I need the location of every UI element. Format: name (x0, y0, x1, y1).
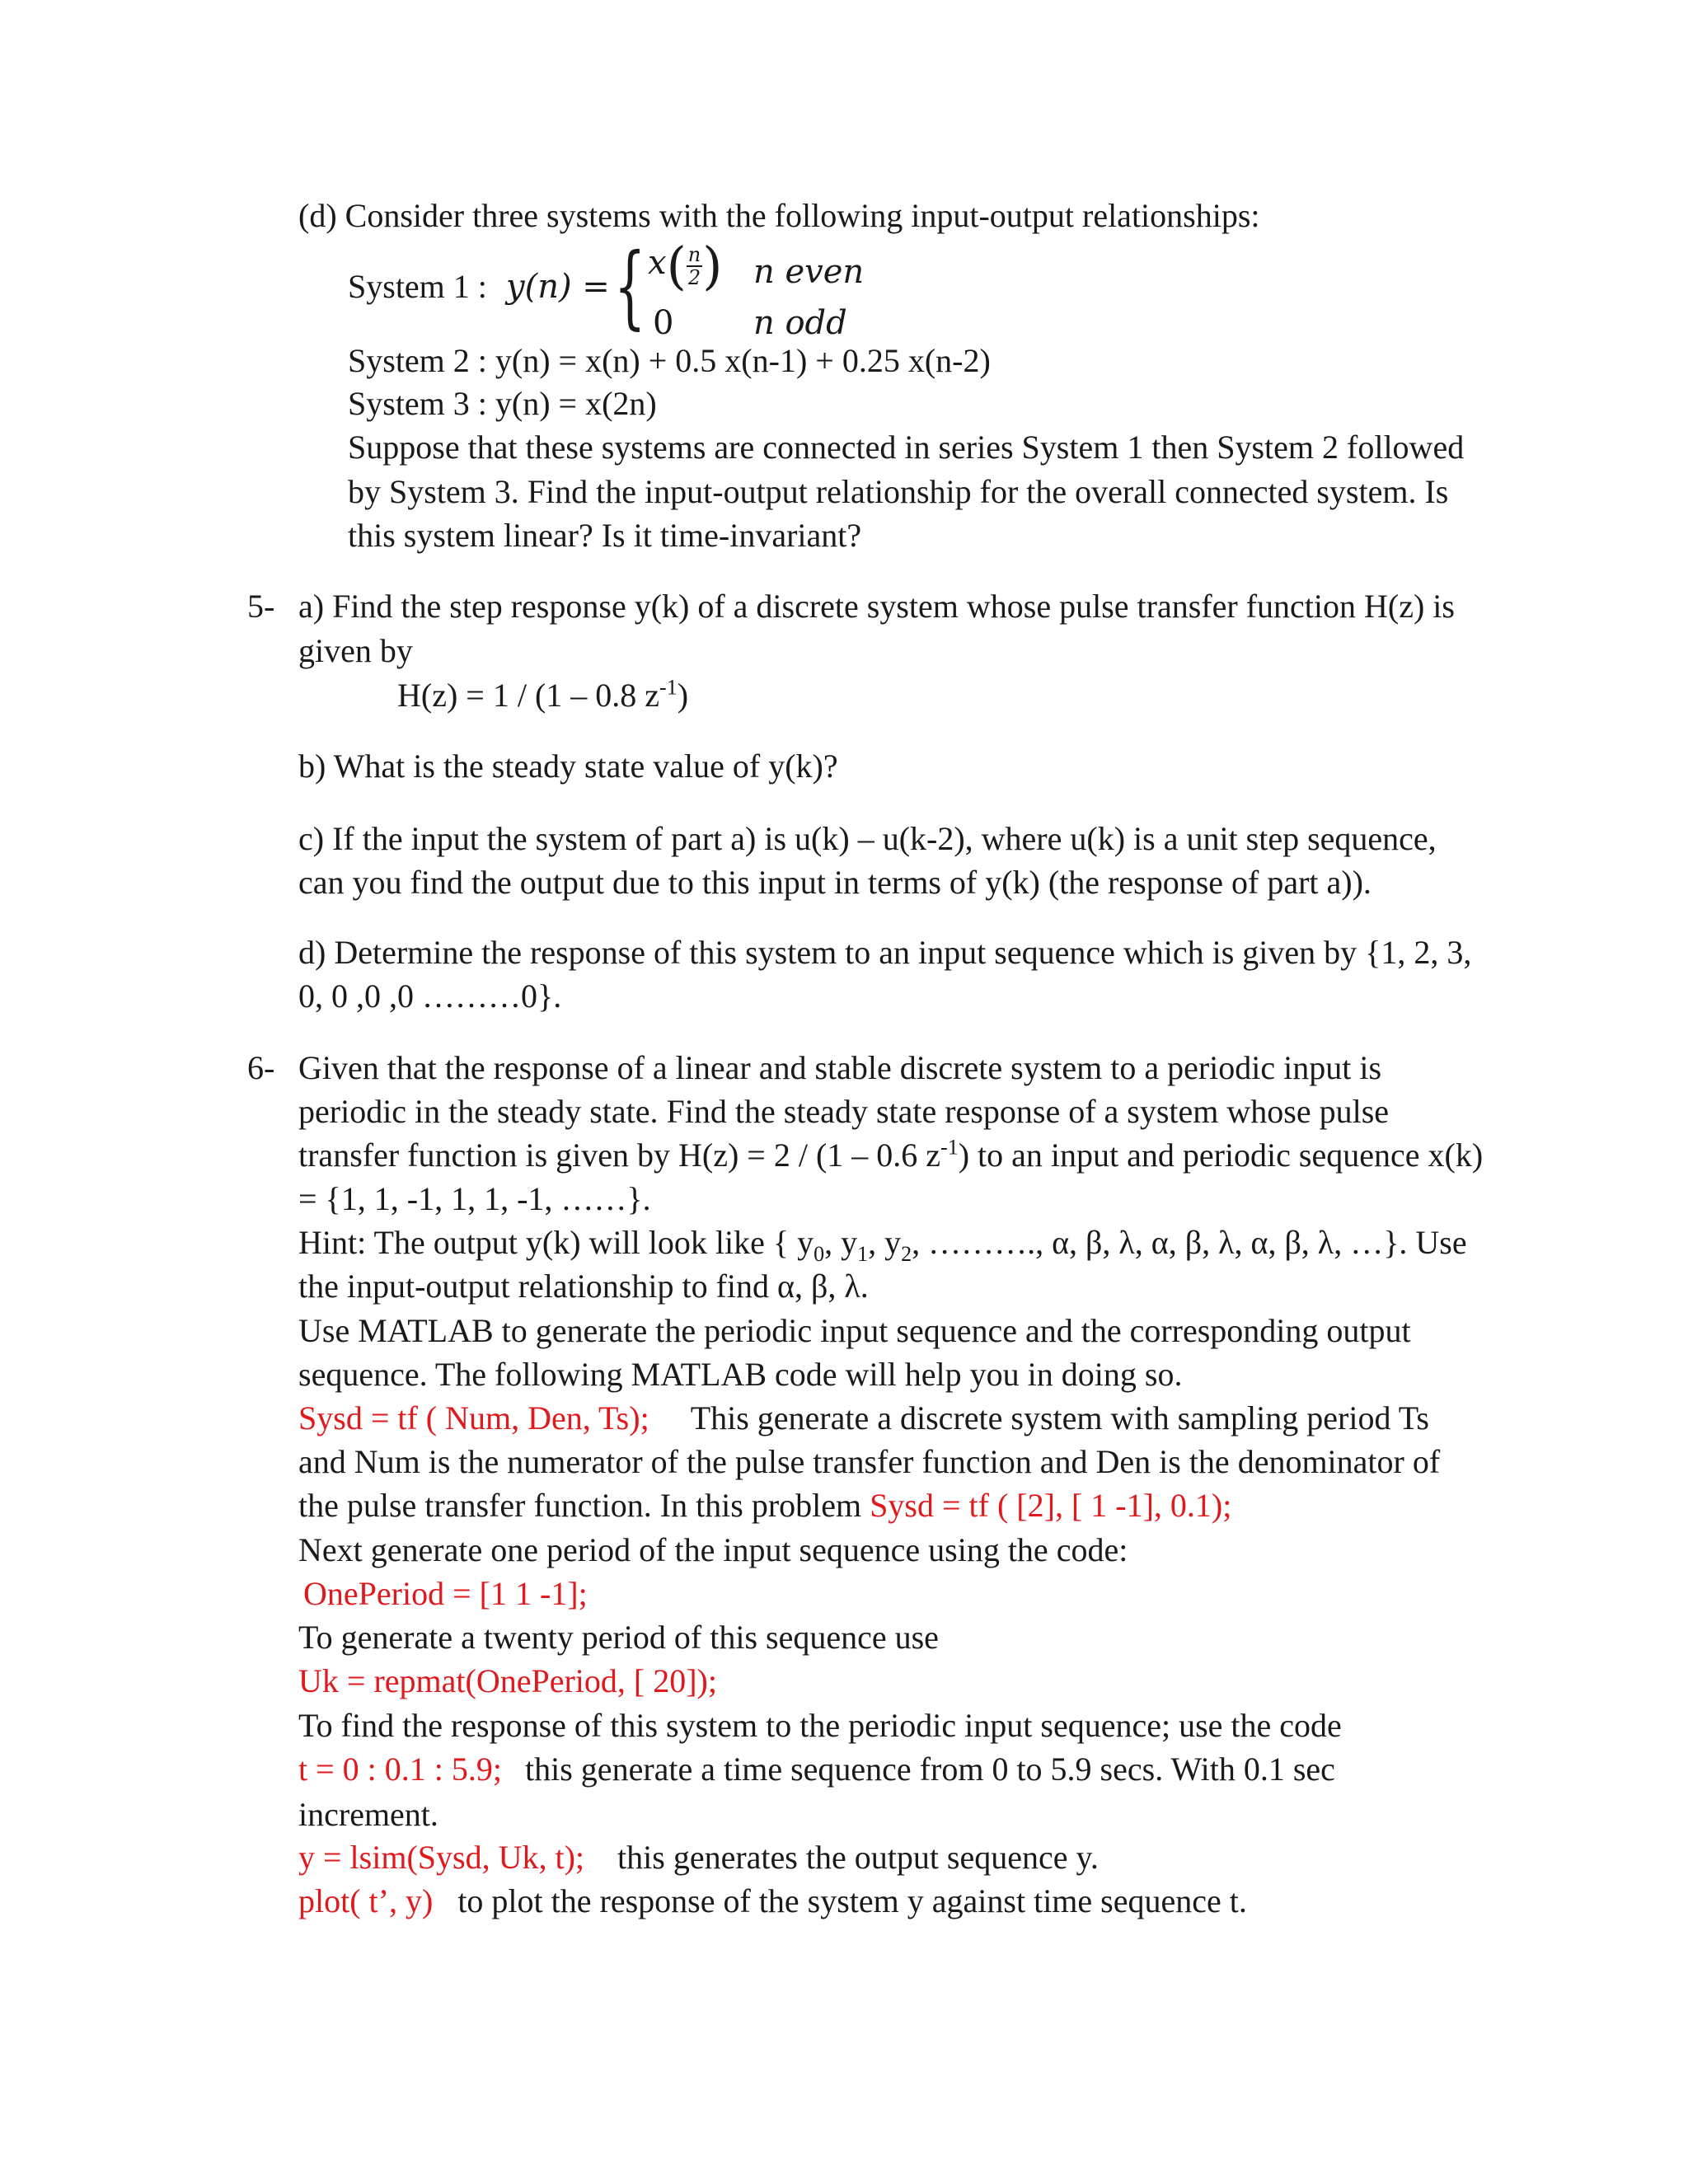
hint-sep: , y (824, 1224, 858, 1261)
code-y: y = lsim(Sysd, Uk, t); (298, 1839, 585, 1876)
hint-subscript: 1 (857, 1242, 869, 1266)
hint-subscript: 2 (901, 1242, 912, 1266)
q5-formula-end: ) (677, 677, 689, 714)
q6-matlab-line: sequence. The following MATLAB code will help you in doing so. (298, 1356, 1183, 1393)
q6-line3-start: transfer function is given by H(z) = 2 / (1 – 0.6 z (298, 1137, 941, 1174)
q6-tf-desc-line3 (298, 1484, 1231, 1527)
part-d-question-line: by System 3. Find the input-output relationship for the overall connected system. Is (348, 473, 1449, 510)
system1-zero: 0 (653, 304, 674, 342)
code-y-desc: this generates the output sequence y. (617, 1839, 1099, 1876)
open-paren: ( (666, 235, 687, 296)
code-one-period: OnePeriod = [1 1 -1]; (303, 1575, 588, 1612)
q6-text-line: periodic in the steady state. Find the steady state response of a system whose pulse (298, 1093, 1390, 1130)
hint-subscript: 0 (814, 1242, 825, 1266)
q6-twenty-period: To generate a twenty period of this sequence use (298, 1619, 939, 1656)
hint-start: Hint: The output y(k) will look like { y (298, 1224, 814, 1261)
q5-part-a-line: a) Find the step response y(k) of a discrete system whose pulse transfer function H(z) is (298, 588, 1455, 625)
q5-part-d-line: d) Determine the response of this system to an input sequence which is given by {1, 2, 3, (298, 934, 1472, 971)
q5-formula-exponent: -1 (659, 675, 678, 700)
code-tf-value: Sysd = tf ( [2], [ 1 -1], 0.1); (870, 1487, 1232, 1524)
code-tf-desc: This generate a discrete system with sampling period Ts (690, 1399, 1429, 1436)
q6-plot-line (298, 1880, 1247, 1923)
system2-equation: System 2 : y(n) = x(n) + 0.5 x(n-1) + 0.25 x(n-2) (348, 342, 991, 379)
close-paren: ) (702, 235, 723, 296)
q6-line3-exponent: -1 (940, 1135, 959, 1160)
q5-transfer-function (397, 674, 688, 717)
q5-part-c-line: c) If the input the system of part a) is u(k) – u(k-2), where u(k) is a unit step sequence, (298, 820, 1437, 857)
condition-n-odd: n odd (753, 304, 847, 342)
q6-hint-line (298, 1221, 1467, 1264)
code-plot-desc: to plot the response of the system y against time sequence t. (457, 1882, 1247, 1919)
code-plot: plot( t’, y) (298, 1882, 434, 1919)
fraction-n-over-2 (687, 244, 702, 288)
part-d-question-line: Suppose that these systems are connected in series System 1 then System 2 followed (348, 429, 1465, 466)
code-tf: Sysd = tf ( Num, Den, Ts); (298, 1399, 649, 1436)
hint-end: , ………., α, β, λ, α, β, λ, α, β, λ, …}. Use (912, 1224, 1467, 1261)
q5-formula-main: H(z) = 1 / (1 – 0.8 z (397, 677, 660, 714)
tf-desc-text: the pulse transfer function. In this problem (298, 1487, 862, 1524)
q5-part-a-line: given by (298, 632, 413, 669)
question-5-number: 5- (247, 588, 275, 625)
q5-part-b: b) What is the steady state value of y(k)? (298, 748, 838, 785)
question-6-number: 6- (247, 1049, 275, 1086)
part-d-intro: (d) Consider three systems with the following input-output relationships: (298, 197, 1260, 234)
part-d-question-line: this system linear? Is it time-invariant? (348, 517, 862, 554)
q6-hint-line2: the input-output relationship to find α, β, λ. (298, 1268, 869, 1305)
q6-time-line (298, 1748, 1335, 1791)
q6-periodic-sequence: = {1, 1, -1, 1, 1, -1, ……}. (298, 1180, 651, 1217)
q6-text-line: Given that the response of a linear and stable discrete system to a periodic input is (298, 1049, 1382, 1086)
x-symbol: x (648, 244, 667, 282)
q5-part-c-line: can you find the output due to this input in terms of y(k) (the response of part a)). (298, 864, 1372, 901)
left-brace: { (614, 233, 646, 339)
system1-lhs: y(n) = (506, 268, 610, 306)
code-uk: Uk = repmat(OnePeriod, [ 20]); (298, 1662, 717, 1699)
q6-increment: increment. (298, 1796, 438, 1833)
condition-n-even: n even (753, 253, 865, 291)
q6-transfer-function-line (298, 1134, 1483, 1177)
code-t-desc: this generate a time sequence from 0 to 5.9 secs. With 0.1 sec (525, 1750, 1335, 1788)
q6-matlab-line: Use MATLAB to generate the periodic input sequence and the corresponding output (298, 1312, 1411, 1349)
hint-sep: , y (868, 1224, 902, 1261)
q6-lsim-line (298, 1836, 1099, 1879)
code-t: t = 0 : 0.1 : 5.9; (298, 1750, 503, 1788)
q6-find-response: To find the response of this system to the periodic input sequence; use the code (298, 1707, 1342, 1744)
fraction-numerator: n (687, 242, 701, 266)
system1-case-even (648, 234, 722, 295)
q6-next-period: Next generate one period of the input sequence using the code: (298, 1531, 1128, 1568)
system3-equation: System 3 : y(n) = x(2n) (348, 385, 657, 422)
system1-label: System 1 : (348, 268, 487, 305)
q6-tf-desc-line2: and Num is the numerator of the pulse transfer function and Den is the denominator of (298, 1443, 1441, 1480)
q6-tf-line (298, 1397, 1429, 1440)
q6-line3-end: ) to an input and periodic sequence x(k) (958, 1137, 1484, 1174)
q5-part-d-line: 0, 0 ,0 ,0 ………0}. (298, 977, 562, 1015)
fraction-denominator: 2 (687, 265, 701, 289)
